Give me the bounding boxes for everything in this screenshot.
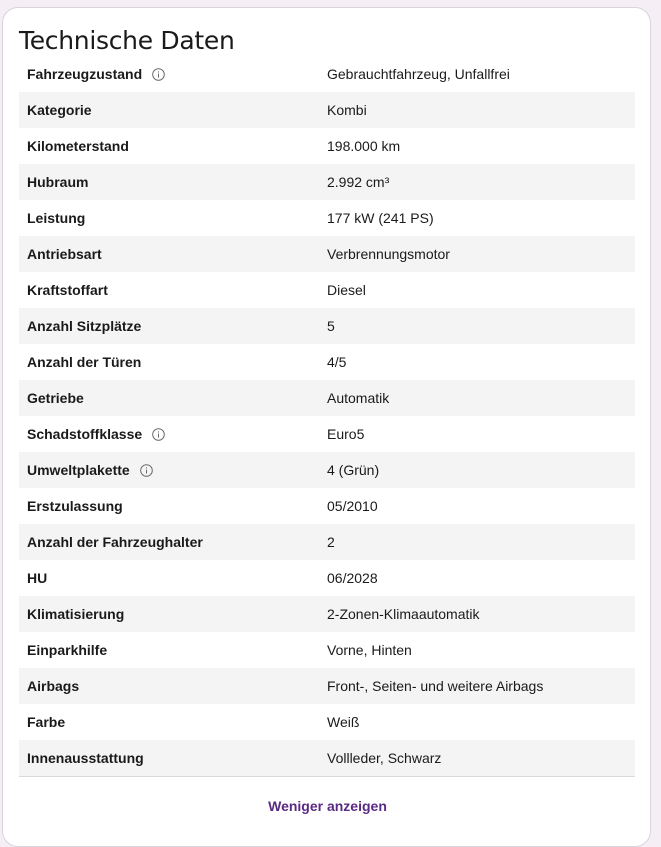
info-icon[interactable] bbox=[152, 428, 165, 441]
spec-label: Innenausstattung bbox=[27, 750, 144, 766]
spec-label-cell bbox=[19, 462, 327, 478]
spec-label: Kraftstoffart bbox=[27, 282, 108, 298]
spec-label: Kilometerstand bbox=[27, 138, 129, 154]
info-icon[interactable] bbox=[152, 68, 165, 81]
spec-value: Diesel bbox=[327, 282, 366, 298]
spec-label: Klimatisierung bbox=[27, 606, 125, 622]
spec-value: Vollleder, Schwarz bbox=[327, 750, 442, 766]
spec-label-cell bbox=[19, 246, 327, 262]
spec-value: 2-Zonen-Klimaautomatik bbox=[327, 606, 480, 622]
spec-label: Kategorie bbox=[27, 102, 92, 118]
spec-label: Anzahl der Türen bbox=[27, 354, 142, 370]
spec-row bbox=[19, 272, 635, 308]
spec-value: 05/2010 bbox=[327, 498, 378, 514]
technical-data-card bbox=[2, 7, 651, 847]
spec-row bbox=[19, 344, 635, 380]
spec-label: Erstzulassung bbox=[27, 498, 123, 514]
spec-label: Anzahl der Fahrzeughalter bbox=[27, 534, 203, 550]
spec-value: Euro5 bbox=[327, 426, 365, 442]
spec-value: 06/2028 bbox=[327, 570, 378, 586]
spec-value: 2.992 cm³ bbox=[327, 174, 390, 190]
spec-label-cell bbox=[19, 282, 327, 298]
spec-label-cell bbox=[19, 426, 327, 442]
spec-row bbox=[19, 308, 635, 344]
spec-label-cell bbox=[19, 750, 327, 766]
spec-label-cell bbox=[19, 498, 327, 514]
spec-value: 5 bbox=[327, 318, 335, 334]
spec-row bbox=[19, 452, 635, 488]
spec-row bbox=[19, 632, 635, 668]
spec-label-cell bbox=[19, 534, 327, 550]
spec-value: Verbrennungsmotor bbox=[327, 246, 450, 262]
spec-row bbox=[19, 380, 635, 416]
spec-row bbox=[19, 200, 635, 236]
spec-label-cell bbox=[19, 606, 327, 622]
spec-value: Front-, Seiten- und weitere Airbags bbox=[327, 678, 544, 694]
spec-value: Vorne, Hinten bbox=[327, 642, 412, 658]
spec-label: Leistung bbox=[27, 210, 86, 226]
spec-row bbox=[19, 416, 635, 452]
spec-label: Airbags bbox=[27, 678, 80, 694]
spec-label-cell bbox=[19, 174, 327, 190]
spec-list bbox=[19, 56, 635, 777]
spec-row bbox=[19, 740, 635, 776]
spec-row bbox=[19, 92, 635, 128]
spec-label: Anzahl Sitzplätze bbox=[27, 318, 142, 334]
spec-row bbox=[19, 236, 635, 272]
spec-label: Schadstoffklasse bbox=[27, 426, 143, 442]
show-less-link[interactable]: Weniger anzeigen bbox=[268, 798, 387, 814]
spec-value: Kombi bbox=[327, 102, 367, 118]
spec-label: Farbe bbox=[27, 714, 66, 730]
spec-label-cell bbox=[19, 210, 327, 226]
spec-row bbox=[19, 560, 635, 596]
spec-label-cell bbox=[19, 138, 327, 154]
spec-row bbox=[19, 704, 635, 740]
spec-value: 4/5 bbox=[327, 354, 347, 370]
spec-row bbox=[19, 488, 635, 524]
spec-label-cell bbox=[19, 354, 327, 370]
spec-row bbox=[19, 164, 635, 200]
spec-label-cell bbox=[19, 318, 327, 334]
spec-label: Einparkhilfe bbox=[27, 642, 108, 658]
spec-label-cell bbox=[19, 66, 327, 82]
spec-value: Automatik bbox=[327, 390, 390, 406]
section-title: Technische Daten bbox=[19, 26, 235, 55]
spec-value: Gebrauchtfahrzeug, Unfallfrei bbox=[327, 66, 510, 82]
spec-row bbox=[19, 524, 635, 560]
spec-row bbox=[19, 128, 635, 164]
spec-value: 198.000 km bbox=[327, 138, 401, 154]
spec-row bbox=[19, 56, 635, 92]
spec-value: 4 (Grün) bbox=[327, 462, 380, 478]
info-icon[interactable] bbox=[140, 464, 153, 477]
spec-label-cell bbox=[19, 570, 327, 586]
spec-value: Weiß bbox=[327, 714, 360, 730]
spec-label-cell bbox=[19, 642, 327, 658]
spec-label: Antriebsart bbox=[27, 246, 102, 262]
spec-label-cell bbox=[19, 678, 327, 694]
spec-label: Getriebe bbox=[27, 390, 84, 406]
spec-label: Fahrzeugzustand bbox=[27, 66, 143, 82]
spec-label: Umweltplakette bbox=[27, 462, 130, 478]
spec-label: Hubraum bbox=[27, 174, 89, 190]
spec-value: 2 bbox=[327, 534, 335, 550]
spec-row bbox=[19, 668, 635, 704]
spec-row bbox=[19, 596, 635, 632]
spec-label: HU bbox=[27, 570, 48, 586]
spec-label-cell bbox=[19, 714, 327, 730]
spec-value: 177 kW (241 PS) bbox=[327, 210, 434, 226]
spec-label-cell bbox=[19, 390, 327, 406]
spec-label-cell bbox=[19, 102, 327, 118]
